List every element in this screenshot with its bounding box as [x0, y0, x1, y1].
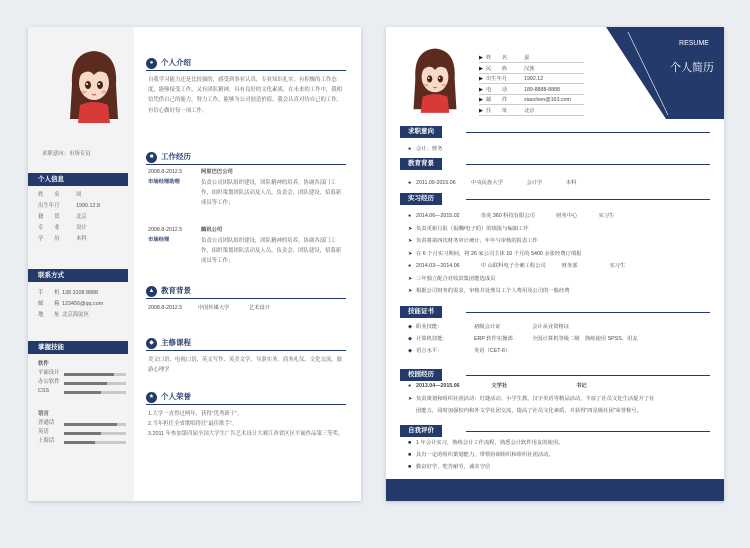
section-work-title: ■ 工作经历	[146, 151, 191, 163]
trophy-icon: ★	[146, 392, 157, 403]
skill-bar	[64, 441, 126, 444]
footer-bar	[386, 479, 724, 501]
info-key: 电 话	[486, 86, 508, 93]
contact-key: 邮 箱	[38, 301, 60, 307]
skill-name: CSS	[38, 388, 50, 394]
work-date: 2008.8-2012.5	[148, 169, 183, 175]
skill-name: 普通话	[38, 420, 55, 426]
divider	[146, 70, 346, 71]
skill-bar-fill	[64, 432, 101, 435]
arrow-icon: ➤	[408, 275, 413, 282]
award-item: 2.当年担任全省歌唱得任“最佳歌手”。	[148, 421, 237, 427]
skill-bar-fill	[64, 423, 117, 426]
diamond-icon: ◆	[408, 324, 413, 330]
section-exp-header: 实习经历	[400, 193, 442, 205]
graduation-cap-icon: ▲	[146, 286, 157, 297]
triangle-icon: ▶	[479, 107, 484, 114]
contact-row	[38, 288, 98, 299]
section-intent-header: 求职意向	[400, 126, 442, 138]
job-intent: 求职意向：市场专员	[42, 151, 91, 157]
personal-row	[38, 201, 100, 212]
section-cert-header: 技能证书	[400, 306, 442, 318]
cert-label: 职业技能：	[416, 324, 443, 330]
personal-value: 周	[76, 192, 82, 198]
skill-name: 英语	[38, 429, 49, 435]
arrow-icon: ➤	[408, 238, 413, 244]
info-row	[479, 86, 584, 95]
divider	[466, 132, 710, 133]
skill-bar	[64, 423, 126, 426]
section-self-header: 自我评价	[400, 425, 442, 437]
info-key: 民 族	[486, 65, 508, 72]
contact-value: 123456@qq.com	[62, 301, 104, 307]
list-row	[408, 395, 654, 403]
personal-row	[38, 190, 81, 201]
list-text: 2013.04—2015.06 文学社 书记	[416, 383, 587, 389]
resume-page-2	[386, 27, 724, 501]
list-row	[408, 237, 538, 245]
divider	[466, 375, 710, 376]
contact-row	[38, 310, 89, 321]
info-key: 出生年月	[486, 76, 508, 82]
info-value: 蚕	[524, 55, 530, 61]
self-text: 具有一定的组织策划能力，带领协调组织和组织社团活动。	[416, 452, 554, 458]
info-row	[479, 107, 584, 116]
list-text: 2014.03—2014.06 中 山联科电子全硬工程公司 财务部 实习生	[416, 263, 626, 269]
work-desc: 负责公司团队组织建设，团队精神的培养，协调各部门工作，组织策划团队活动及人员，负责会、团队建设，招募新成员等工作；	[201, 180, 342, 207]
info-value: xiaochen@163.com	[524, 97, 571, 103]
list-text: 2014.06—2015.02 奇虎 360 科技有限公司 财务中心 实习生	[416, 213, 615, 219]
info-value: 189-8888-8888	[524, 86, 560, 93]
award-item: 3.2011 年参加第四届全国大学生广告艺术设计大赛江西省区区平面作品第三等奖。	[148, 431, 344, 437]
work-date: 2008.8-2012.5	[148, 227, 183, 233]
edu-row: 2008.8-2012.5 中国传媒大学 艺术设计	[148, 305, 271, 311]
divider	[146, 404, 346, 405]
avatar	[410, 43, 460, 113]
personal-row	[38, 234, 87, 245]
cert-item: ERP 软件实操部	[474, 336, 513, 342]
resume-page-1	[28, 27, 361, 501]
personal-value: 1990.12.8	[76, 203, 100, 209]
triangle-icon: ▶	[479, 76, 484, 82]
course-text: 美文口语、电视口语、英文写作、英美文学、导游实务、商务礼仪、文化交流、旅游心理学	[148, 357, 343, 374]
cert-item: 初级会计证	[474, 324, 501, 330]
work-desc: 负责公司团队组织建设，团队精神的培养，协调各部门工作，组织策划团队活动及人员，负责会、团队建设，招募新成员等工作；	[201, 238, 342, 265]
personal-key: 籍 贯	[38, 214, 60, 220]
self-row	[408, 451, 554, 459]
work-role: 市场经理	[148, 237, 170, 243]
section-intro-title: ● 个人介绍	[146, 57, 191, 69]
work-company: 阿里巴巴公司	[201, 169, 233, 175]
dot-icon: ●	[408, 383, 412, 389]
list-text: 三年独立配合对收款集团能选成员	[416, 275, 496, 282]
personal-value: 北京	[76, 214, 87, 220]
personal-key: 姓 名	[38, 192, 60, 198]
info-key: 邮 件	[486, 97, 508, 103]
skills-group-software: 软件	[38, 361, 49, 367]
diamond-icon: ◆	[408, 348, 413, 354]
info-row	[479, 65, 584, 74]
list-row	[408, 262, 625, 270]
badge-en: RESUME	[679, 40, 709, 47]
info-row	[479, 96, 584, 105]
list-row	[408, 407, 642, 415]
list-row	[408, 275, 495, 283]
info-key: 姓 名	[486, 55, 508, 61]
skill-name: 上海话	[38, 438, 55, 444]
list-text: 负责将第四次财务审计统计，年年与审核的报表工作	[416, 238, 538, 244]
award-item: 1.大学一直得过两年，获得“优秀新干”。	[148, 411, 243, 417]
list-row	[408, 212, 614, 220]
section-contact-header: 联系方式	[28, 269, 128, 282]
self-row	[408, 439, 563, 447]
self-row	[408, 463, 490, 471]
personal-key: 出生年月	[38, 203, 60, 209]
dot-icon: ●	[408, 263, 412, 269]
list-text: 在 6 个月实习期间，将 26 家公司主体 10 个月的 5400 余张经费订填报	[416, 250, 582, 257]
left-column	[28, 27, 134, 501]
self-text: 勤奋好学，吃苦耐劳，诚实守信	[416, 464, 491, 470]
cert-label: 计算机技能：	[416, 336, 448, 342]
divider	[466, 431, 710, 432]
contact-value: 138 3108 8888	[62, 290, 98, 296]
skill-name: 办公软件	[38, 379, 60, 385]
personal-row	[38, 212, 87, 223]
skill-bar	[64, 382, 126, 385]
section-edu-header: 教育背景	[400, 158, 442, 170]
resume-badge	[606, 27, 724, 119]
square-icon: ■	[408, 440, 412, 446]
list-row	[408, 225, 529, 233]
list-text: 负责更新月报（报酬/电子的）的填报与编辑工作	[416, 225, 529, 232]
self-text: 1 年会计实习，熟练会计工作流程，熟悉会计软件用友的使用。	[416, 440, 564, 446]
info-value: 1992.12	[524, 76, 544, 82]
contact-key: 地 址	[38, 312, 60, 318]
edu-row: ● 2011.09-2015.06 中央民族大学 会计学 本科	[408, 180, 577, 186]
arrow-icon: ➤	[408, 225, 413, 232]
section-personal-header: 个人信息	[28, 173, 128, 186]
contact-row	[38, 299, 103, 310]
triangle-icon: ▶	[479, 65, 484, 72]
work-role: 市场经理助理	[148, 179, 180, 185]
cert-item: 英语（CET-6）	[474, 348, 511, 354]
cert-row	[408, 323, 569, 331]
list-text: 负责策划和组织社团活动：灯谜活动、小学生教、汉字英语等精品活动，丰富了社员文化生活提升了社	[416, 395, 655, 402]
info-key: 住 址	[486, 107, 508, 114]
triangle-icon: ▶	[479, 55, 484, 61]
work-company: 腾讯公司	[201, 227, 223, 233]
info-value: 北京	[524, 107, 535, 114]
list-row	[408, 382, 587, 390]
arrow-icon: ➤	[408, 250, 413, 257]
badge-cn: 个人简历	[670, 61, 714, 74]
section-course-title: ◆ 主修课程	[146, 337, 191, 349]
skill-bar-fill	[64, 441, 95, 444]
book-icon: ◆	[146, 338, 157, 349]
personal-value: 设计	[76, 225, 87, 231]
triangle-icon: ▶	[479, 97, 484, 103]
arrow-icon: ➤	[408, 288, 413, 294]
divider	[466, 312, 710, 313]
section-skills-header: 掌握技能	[28, 341, 128, 354]
section-school-header: 校园经历	[400, 369, 442, 381]
info-value: 汉族	[524, 65, 535, 72]
square-icon: ■	[408, 464, 412, 470]
cert-row	[408, 347, 532, 355]
skills-group-language: 语言	[38, 411, 49, 417]
list-text: 团能力，同时加强校内和外文学社团交流，提高了社员文化素质，并获得“四星级社团”荣誉称号。	[416, 408, 642, 414]
divider	[466, 164, 710, 165]
triangle-icon: ▶	[479, 86, 484, 93]
dot-icon: ●	[408, 213, 412, 219]
skill-bar-fill	[64, 382, 107, 385]
list-row	[408, 287, 570, 295]
personal-value: 本科	[76, 236, 87, 242]
avatar	[66, 45, 122, 123]
personal-key: 专 业	[38, 225, 60, 231]
info-row	[479, 54, 584, 63]
personal-row	[38, 223, 87, 234]
person-icon: ●	[146, 58, 157, 69]
cert-item-2: 会计从业资格证	[532, 324, 570, 330]
contact-key: 手 机	[38, 290, 60, 296]
skill-bar-fill	[64, 391, 101, 394]
section-edu-title: ▲ 教育背景	[146, 285, 191, 297]
diamond-icon: ◆	[408, 336, 413, 342]
intro-text: 自我学习能力还是比较强的，感受到事业认真，专业知识扎实，有积极的工作态度，能够接受工作，又有团队精神，具有良好的文化素质，在未来的工作中，我相信凭借自己的能力，努力工作，能够为公司创造价值，我会认真对待自己的工作，有信心做好每一项工作。	[148, 77, 343, 114]
cert-label: 语言水平：	[416, 348, 443, 354]
section-award-title: ★ 个人荣誉	[146, 391, 191, 403]
arrow-icon: ➤	[408, 395, 413, 402]
list-row	[408, 250, 581, 258]
personal-key: 学 历	[38, 236, 60, 242]
divider	[466, 199, 710, 200]
divider	[146, 298, 346, 299]
skill-bar	[64, 373, 126, 376]
skill-bar	[64, 432, 126, 435]
square-icon: ■	[408, 452, 412, 458]
skill-bar	[64, 391, 126, 394]
divider	[146, 164, 346, 165]
intent-row: ● 会计、财务	[408, 146, 443, 152]
cert-item-2: 全国计算机等级二级 熟练使用 SPSS、用友	[532, 336, 638, 342]
skill-bar-fill	[64, 373, 114, 376]
cert-row	[408, 335, 638, 343]
list-text: 根据公司财务的需求，审核并处理员工个人费用及公司的一般经费	[416, 288, 570, 294]
contact-value: 北京海淀区	[62, 312, 89, 318]
divider	[146, 350, 346, 351]
briefcase-icon: ■	[146, 152, 157, 163]
skill-name: 平面设计	[38, 370, 60, 376]
info-row	[479, 75, 584, 84]
